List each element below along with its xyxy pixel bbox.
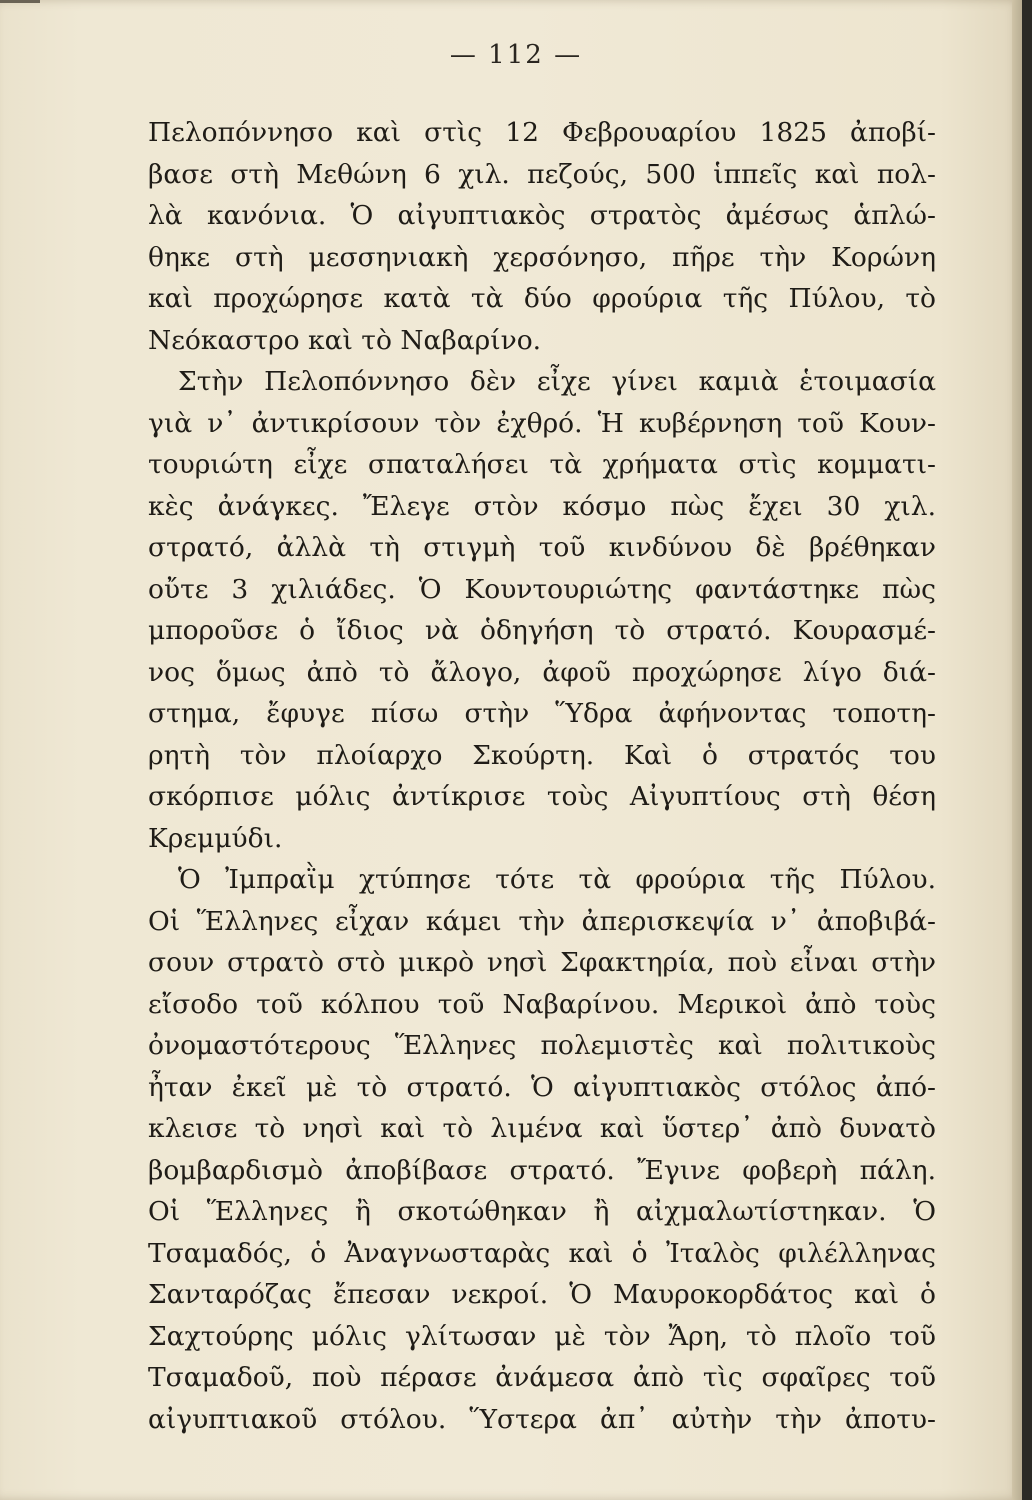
text-line: κλεισε τὸ νησὶ καὶ τὸ λιμένα καὶ ὕστερ᾽ ἀπὸ δυνατὸ bbox=[148, 1113, 936, 1144]
text-line: Νεόκαστρο καὶ τὸ Ναβαρίνο. bbox=[148, 324, 542, 356]
text-line: οὔτε 3 χιλιάδες. Ὁ Κουντουριώτης φαντάστηκε πὼς bbox=[148, 573, 936, 605]
text-line: Ὁ Ἰμπραῒμ χτύπησε τότε τὰ φρούρια τῆς Πύλου. bbox=[178, 864, 936, 895]
text-line: καὶ προχώρησε κατὰ τὰ δύο φρούρια τῆς Πύλου, τὸ bbox=[148, 283, 936, 314]
text-line: ἦταν ἐκεῖ μὲ τὸ στρατό. Ὁ αἰγυπτιακὸς στόλος ἀπό- bbox=[148, 1071, 936, 1103]
text-line: σκόρπισε μόλις ἀντίκρισε τοὺς Αἰγυπτίους στὴ θέση bbox=[148, 781, 936, 812]
text-line: τουριώτη εἶχε σπαταλήσει τὰ χρήματα στὶς κομματι- bbox=[148, 449, 936, 480]
text-line: Στὴν Πελοπόννησο δὲν εἶχε γίνει καμιὰ ἑτοιμασία bbox=[178, 366, 936, 397]
text-line: Πελοπόννησο καὶ στὶς 12 Φεβρουαρίου 1825 ἀποβί- bbox=[148, 117, 936, 148]
text-line: Σανταρόζας ἔπεσαν νεκροί. Ὁ Μαυροκορδάτος καὶ ὁ bbox=[148, 1279, 936, 1310]
text-line: Οἱ Ἕλληνες εἶχαν κάμει τὴν ἀπερισκεψία ν᾽ ἀποβιβά- bbox=[148, 905, 936, 937]
text-line: ρητὴ τὸν πλοίαρχο Σκούρτη. Καὶ ὁ στρατός του bbox=[148, 739, 936, 771]
body-text bbox=[148, 112, 936, 1440]
text-line: σουν στρατὸ στὸ μικρὸ νησὶ Σφακτηρία, ποὺ εἶναι στὴν bbox=[148, 947, 936, 978]
text-line: Κρεμμύδι. bbox=[148, 822, 283, 854]
text-line: Τσαμαδός, ὁ Ἀναγνωσταρὰς καὶ ὁ Ἰταλὸς φιλέλληνας bbox=[148, 1237, 936, 1269]
page-top-edge bbox=[0, 0, 40, 3]
text-line: στρατό, ἀλλὰ τὴ στιγμὴ τοῦ κινδύνου δὲ βρέθηκαν bbox=[148, 532, 936, 563]
text-line: βασε στὴ Μεθώνη 6 χιλ. πεζούς, 500 ἱππεῖς καὶ πολ- bbox=[148, 158, 936, 190]
text-line: ὀνομαστότερους Ἕλληνες πολεμιστὲς καὶ πολιτικοὺς bbox=[148, 1030, 936, 1061]
text-line: θηκε στὴ μεσσηνιακὴ χερσόνησο, πῆρε τὴν Κορώνη bbox=[148, 241, 936, 273]
text-line: αἰγυπτιακοῦ στόλου. Ὕστερα ἀπ᾽ αὐτὴν τὴν ἀποτυ- bbox=[148, 1403, 936, 1435]
text-line: Τσαμαδοῦ, ποὺ πέρασε ἀνάμεσα ἀπὸ τὶς σφαῖρες τοῦ bbox=[148, 1362, 936, 1393]
text-line: γιὰ ν᾽ ἀντικρίσουν τὸν ἐχθρό. Ἡ κυβέρνηση τοῦ Κουν- bbox=[148, 407, 936, 439]
page-right-edge bbox=[1012, 0, 1022, 1500]
text-line: εἴσοδο τοῦ κόλπου τοῦ Ναβαρίνου. Μερικοὶ ἀπὸ τοὺς bbox=[148, 988, 936, 1020]
text-line: βομβαρδισμὸ ἀποβίβασε στρατό. Ἔγινε φοβερὴ πάλη. bbox=[148, 1154, 936, 1186]
page-number: — 112 — bbox=[449, 40, 583, 70]
text-line: Οἱ Ἕλληνες ἢ σκοτώθηκαν ἢ αἰχμαλωτίστηκαν. Ὁ bbox=[148, 1196, 936, 1227]
text-line: μποροῦσε ὁ ἴδιος νὰ ὁδηγήση τὸ στρατό. Κουρασμέ- bbox=[148, 615, 936, 646]
text-line: στημα, ἔφυγε πίσω στὴν Ὕδρα ἀφήνοντας τοποτη- bbox=[148, 698, 936, 729]
text-line: Σαχτούρης μόλις γλίτωσαν μὲ τὸν Ἄρη, τὸ πλοῖο τοῦ bbox=[148, 1320, 936, 1352]
text-line: λὰ κανόνια. Ὁ αἰγυπτιακὸς στρατὸς ἀμέσως ἁπλώ- bbox=[148, 200, 936, 231]
text-line: κὲς ἀνάγκες. Ἔλεγε στὸν κόσμο πὼς ἔχει 30 χιλ. bbox=[148, 490, 936, 522]
text-line: νος ὅμως ἀπὸ τὸ ἄλογο, ἀφοῦ προχώρησε λίγο διά- bbox=[148, 656, 936, 688]
